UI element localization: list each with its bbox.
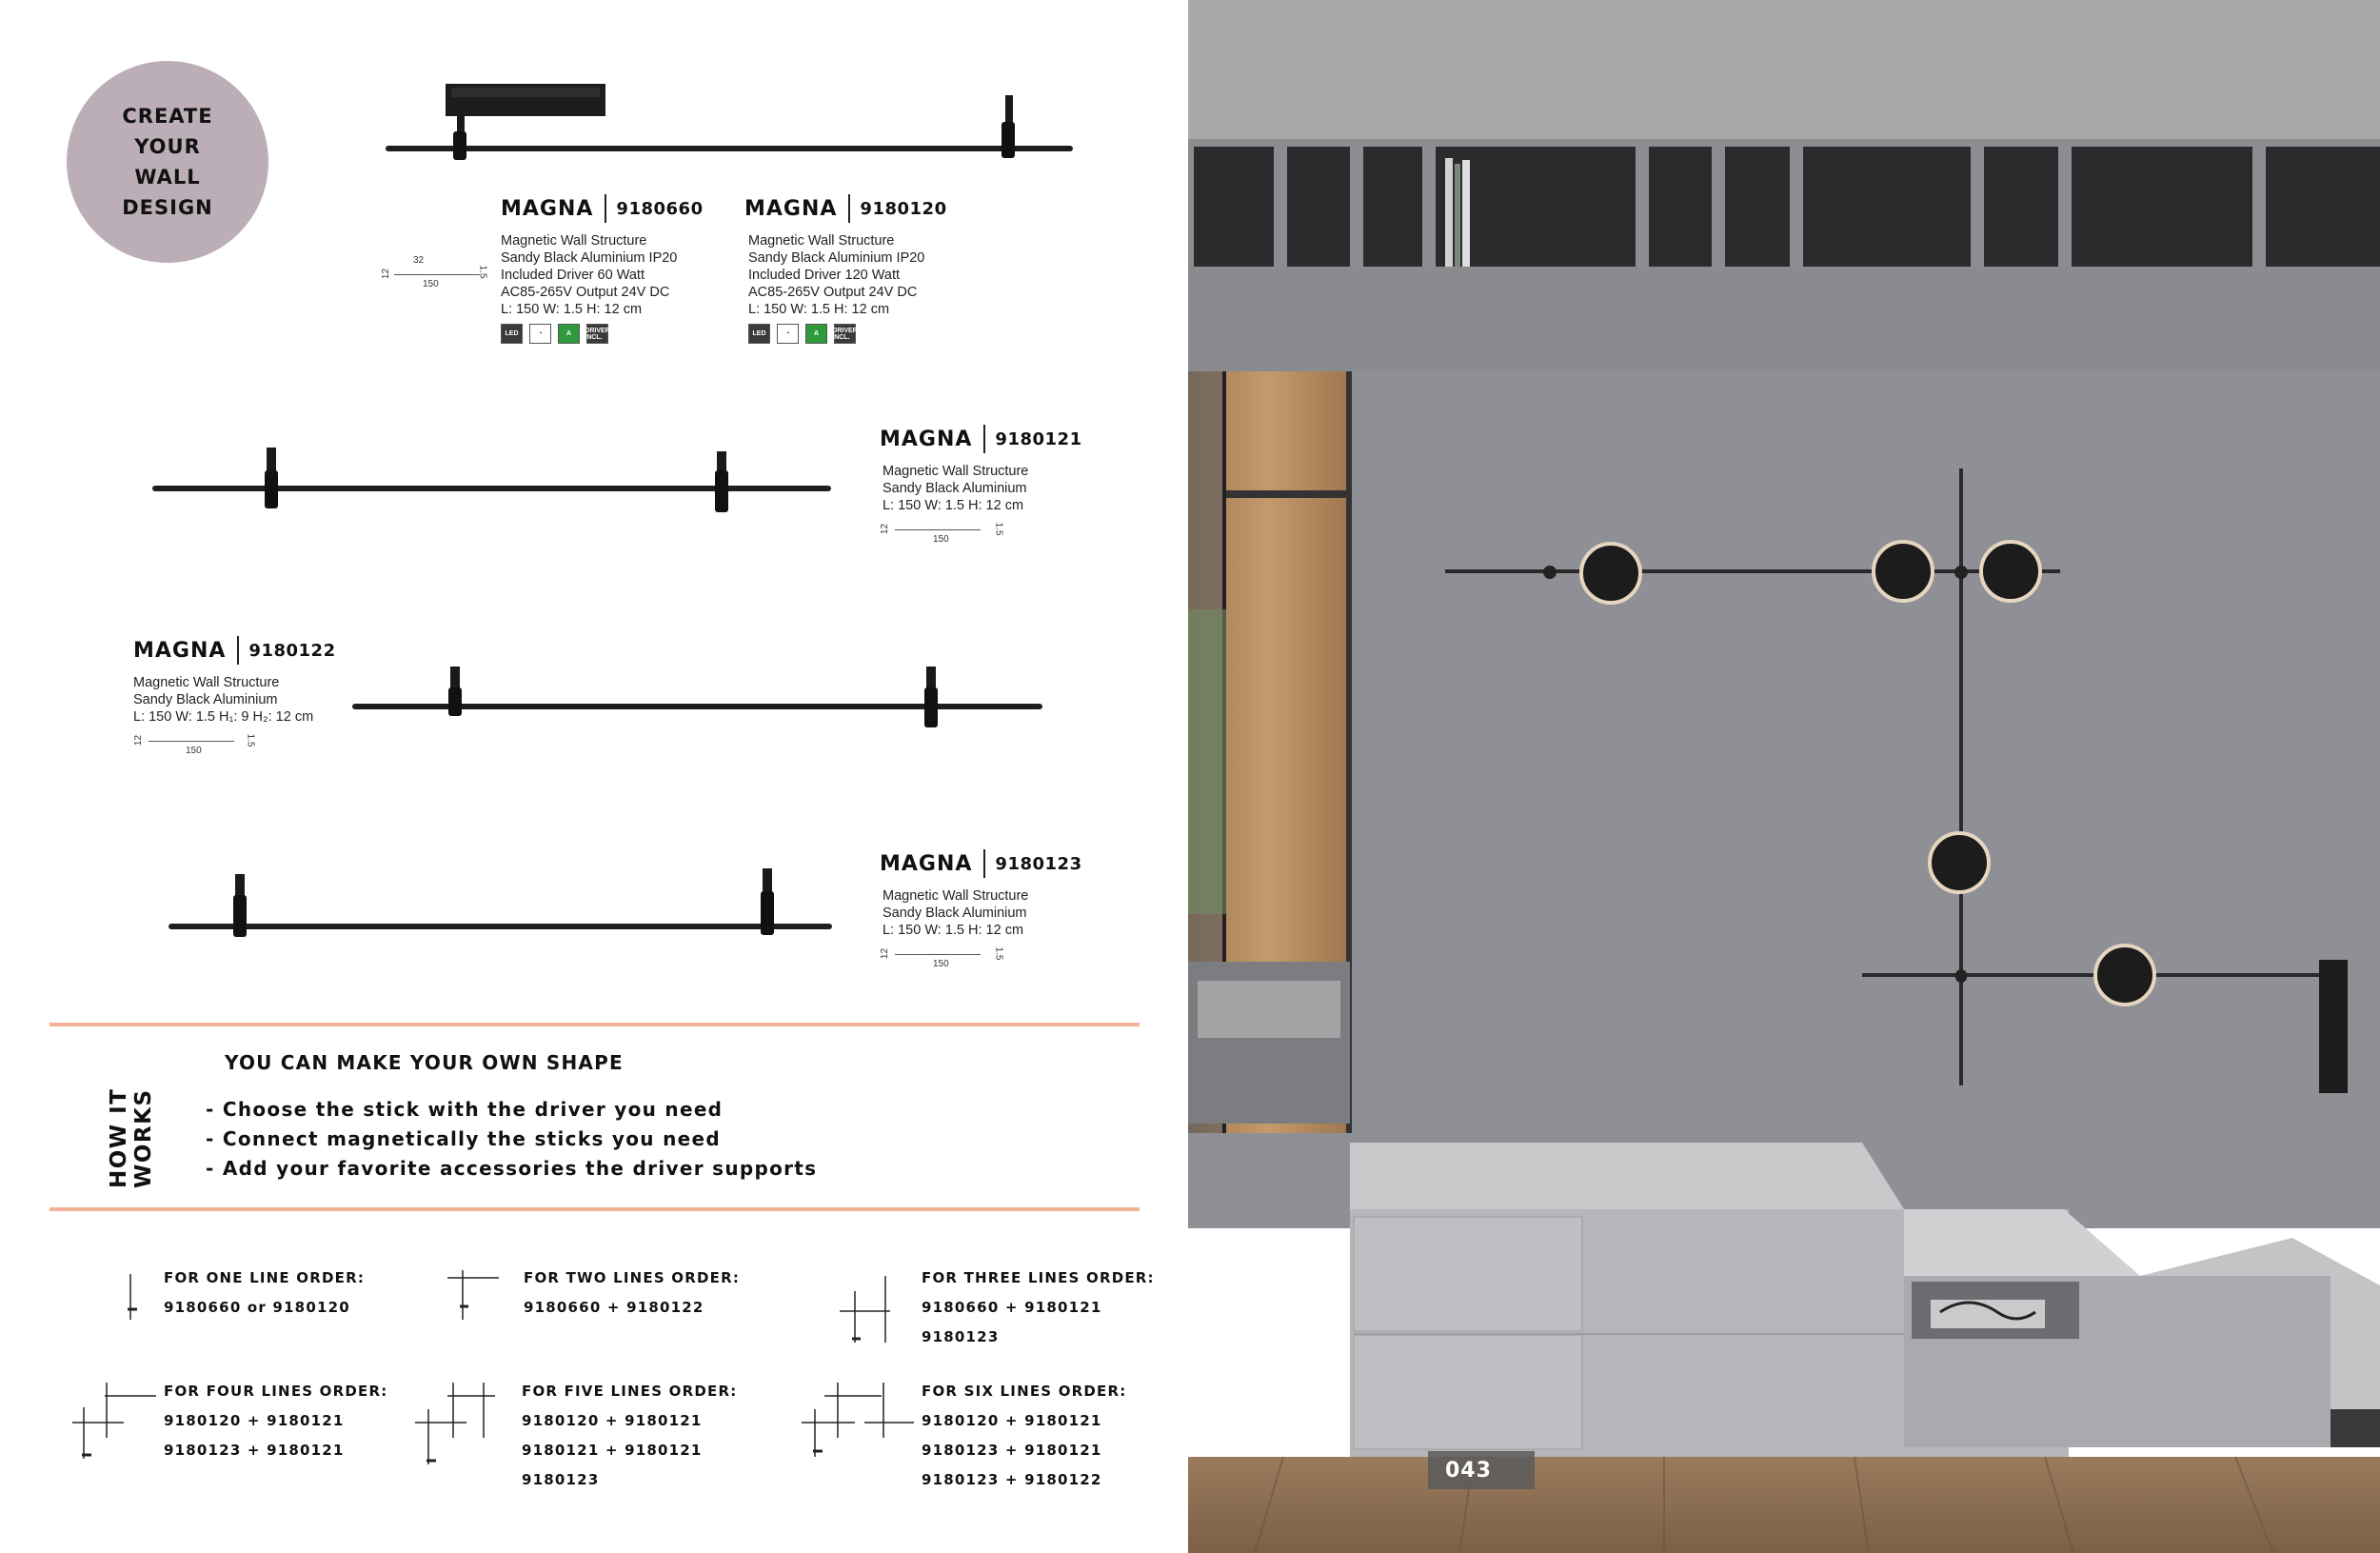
product-name: MAGNA [744,196,838,221]
how-it-works-heading: HOW IT WORKS [107,1087,156,1188]
list-item: - Add your favorite accessories the driver supports [206,1157,818,1180]
dimension-diagram: 12 150 1.5 [880,946,1004,969]
one-line-diagram-icon [128,1274,137,1320]
page-number: 043 [1428,1451,1535,1489]
how-it-works-steps [206,1095,817,1184]
dimmer-icon: ◔ [529,324,551,344]
order-four-lines: FOR FOUR LINES ORDER: 9180120 + 9180121 9180123 + 9180121 [164,1383,388,1459]
section-rule-bottom [50,1207,1140,1211]
product-name: MAGNA [501,196,594,221]
product-9180122 [133,636,336,758]
how-it-works-title: YOU CAN MAKE YOUR OWN SHAPE [225,1051,624,1074]
product-code: 9180123 [995,853,1082,874]
list-item: - Connect magnetically the sticks you need [206,1127,721,1150]
room-scene-image [1188,0,2380,1553]
led-icon: LED [501,324,523,344]
list-item: - Choose the stick with the driver you need [206,1098,724,1121]
feature-icons [501,324,704,344]
stick-9180660-image [386,84,1073,160]
product-code: 9180122 [248,640,336,661]
feature-icons [748,324,947,344]
five-lines-diagram-icon [415,1383,495,1464]
four-lines-diagram-icon [72,1383,156,1459]
order-one-line: FOR ONE LINE ORDER: 9180660 or 9180120 [164,1269,366,1316]
divider [983,425,985,453]
order-two-lines: FOR TWO LINES ORDER: 9180660 + 9180122 [524,1269,741,1316]
product-name: MAGNA [880,427,973,451]
six-lines-diagram-icon [802,1383,914,1457]
interior-photo [1188,0,2380,1553]
two-lines-diagram-icon [447,1270,499,1320]
led-icon: LED [748,324,770,344]
energy-class-icon: A [558,324,580,344]
section-rule-top [50,1023,1140,1026]
product-9180123 [880,849,1082,971]
product-specs: Magnetic Wall Structure Sandy Black Aluminium L: 150 W: 1.5 H: 12 cm [883,888,1029,938]
dimension-diagram: 12 150 1.5 [133,733,256,756]
product-specs: Magnetic Wall Structure Sandy Black Aluminium L: 150 W: 1.5 H: 12 cm [883,464,1029,513]
dimension-diagram: 32 12 150 1.5 [381,255,488,289]
product-name: MAGNA [133,638,227,663]
order-six-lines: FOR SIX LINES ORDER: 9180120 + 9180121 9180123 + 9180121 9180123 + 9180122 [922,1383,1127,1488]
product-name: MAGNA [880,851,973,876]
energy-class-icon: A [805,324,827,344]
order-five-lines: FOR FIVE LINES ORDER: 9180120 + 9180121 9180121 + 9180121 9180123 [522,1383,738,1488]
product-specs: Magnetic Wall Structure Sandy Black Aluminium IP20 Included Driver 60 Watt AC85-265V Output 24V DC L: 150 W: 1.5 H: 12 cm [501,233,678,317]
product-specs: Magnetic Wall Structure Sandy Black Aluminium IP20 Included Driver 120 Watt AC85-265V Output 24V DC L: 150 W: 1.5 H: 12 cm [748,233,925,317]
product-9180660 [501,194,704,344]
product-code: 9180120 [860,198,947,219]
create-design-badge: CREATE YOUR WALL DESIGN [67,61,268,263]
catalog-left-page [0,0,1188,1553]
divider [605,194,606,223]
order-three-lines: FOR THREE LINES ORDER: 9180660 + 9180121 9180123 [922,1269,1155,1345]
product-9180121 [880,425,1082,547]
dimmer-icon: ◔ [777,324,799,344]
product-code: 9180121 [995,428,1082,449]
divider [848,194,850,223]
driver-included-icon: DRIVER INCL. [586,324,608,344]
dimension-diagram: 12 150 1.5 [880,522,1004,545]
driver-included-icon: DRIVER INCL. [834,324,856,344]
stick-9180121-image [152,448,831,512]
divider [237,636,239,665]
three-lines-diagram-icon [840,1276,890,1343]
product-specs: Magnetic Wall Structure Sandy Black Aluminium L: 150 W: 1.5 H₁: 9 H₂: 12 cm [133,675,314,725]
product-code: 9180660 [616,198,704,219]
product-9180120 [744,194,947,344]
stick-9180122-image [352,667,1042,727]
stick-9180123-image [169,868,832,937]
divider [983,849,985,878]
